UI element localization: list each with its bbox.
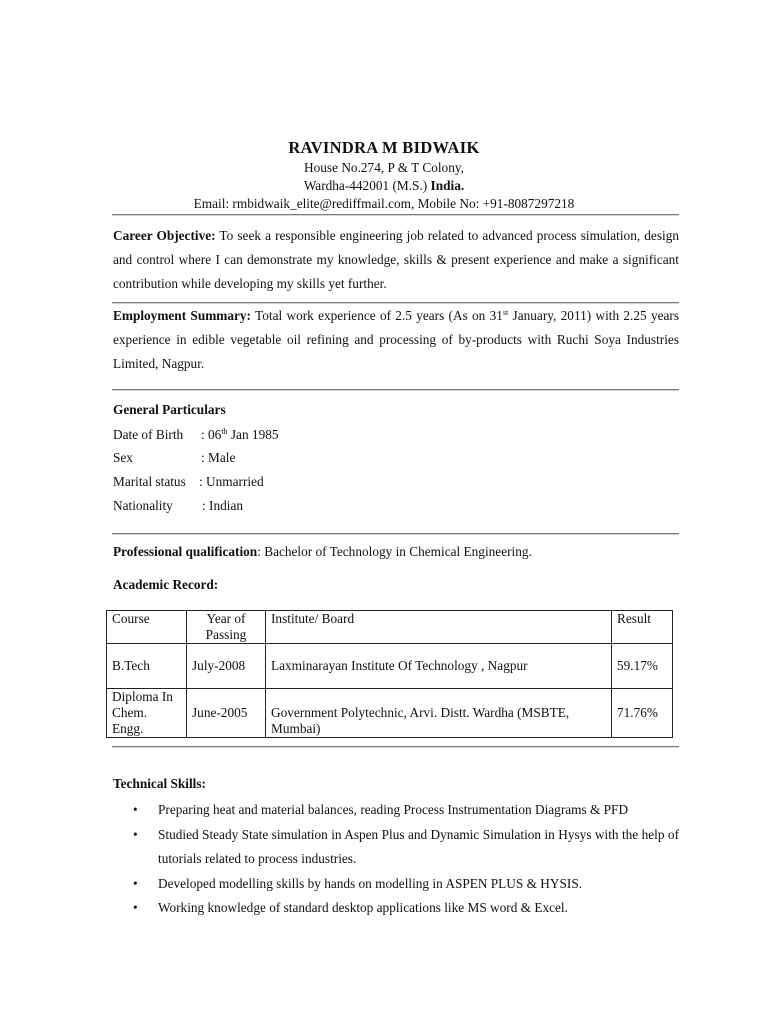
bullet-icon: • bbox=[133, 826, 138, 842]
list-item: • Working knowledge of standard desktop applications like MS word & Excel. bbox=[113, 896, 679, 921]
section-divider bbox=[112, 214, 679, 216]
table-row: B.Tech July-2008 Laxminarayan Institute Of Technology , Nagpur 59.17% bbox=[107, 644, 673, 689]
contact-line: Email: rmbidwaik_elite@rediffmail.com, Mobile No: +91-8087297218 bbox=[193, 196, 575, 211]
applicant-name: RAVINDRA M BIDWAIK bbox=[288, 138, 480, 157]
professional-qualification-label: Professional qualification bbox=[113, 544, 258, 559]
employment-summary-label: Employment Summary: bbox=[113, 308, 251, 323]
country: India. bbox=[430, 178, 465, 193]
nationality-row: Nationality : Indian bbox=[113, 498, 243, 513]
table-row: Diploma In Chem. Engg. June-2005 Government Polytechnic, Arvi. Distt. Wardha (MSBTE, Mumbai) 71.76% bbox=[107, 689, 673, 738]
career-objective bbox=[113, 224, 679, 296]
header-year: Year of Passing bbox=[187, 611, 266, 644]
list-item: • Developed modelling skills by hands on modelling in ASPEN PLUS & HYSIS. bbox=[113, 872, 679, 897]
address-line-2: Wardha-442001 (M.S.) India. bbox=[303, 178, 465, 193]
section-divider bbox=[112, 746, 679, 748]
header-institute: Institute/ Board bbox=[266, 611, 612, 644]
career-objective-label: Career Objective: bbox=[113, 228, 216, 243]
general-particulars-heading: General Particulars bbox=[113, 402, 226, 417]
section-divider bbox=[112, 533, 679, 535]
address-line-1: House No.274, P & T Colony, bbox=[304, 160, 464, 175]
resume-header bbox=[0, 137, 768, 213]
bullet-icon: • bbox=[133, 875, 138, 891]
professional-qualification: Professional qualification: Bachelor of Technology in Chemical Engineering. bbox=[113, 544, 532, 559]
table-header-row bbox=[107, 611, 673, 644]
technical-skills-list bbox=[113, 798, 679, 921]
header-result: Result bbox=[612, 611, 673, 644]
bullet-icon: • bbox=[133, 802, 138, 817]
employment-summary: Employment Summary: Total work experience of 2.5 years (As on 31st January, 2011) with 2.25 years experience in edible vegetable oil refining and processing of by-products with Ruchi Soya Industries Limited, Nagpur. bbox=[113, 308, 679, 371]
career-objective-text: To seek a responsible engineering job related to advanced process simulation, design and control where I can demonstrate my knowledge, skills & present experience and make a significant contribution while developing my skills yet further. bbox=[113, 228, 679, 291]
academic-record-heading: Academic Record: bbox=[113, 577, 219, 592]
academic-record-table bbox=[106, 610, 673, 738]
list-item: • Preparing heat and material balances, reading Process Instrumentation Diagrams & PFD bbox=[113, 798, 679, 823]
sex-row: Sex : Male bbox=[113, 450, 236, 465]
section-divider bbox=[112, 389, 679, 391]
header-course: Course bbox=[107, 611, 187, 644]
technical-skills-heading: Technical Skills: bbox=[113, 776, 206, 791]
marital-status-row: Marital status : Unmarried bbox=[113, 474, 264, 489]
date-of-birth-row: Date of Birth : 06th Jan 1985 bbox=[113, 427, 279, 442]
bullet-icon: • bbox=[133, 900, 138, 915]
list-item: • Studied Steady State simulation in Aspen Plus and Dynamic Simulation in Hysys with the help of tutorials related to process industries. bbox=[113, 823, 679, 872]
